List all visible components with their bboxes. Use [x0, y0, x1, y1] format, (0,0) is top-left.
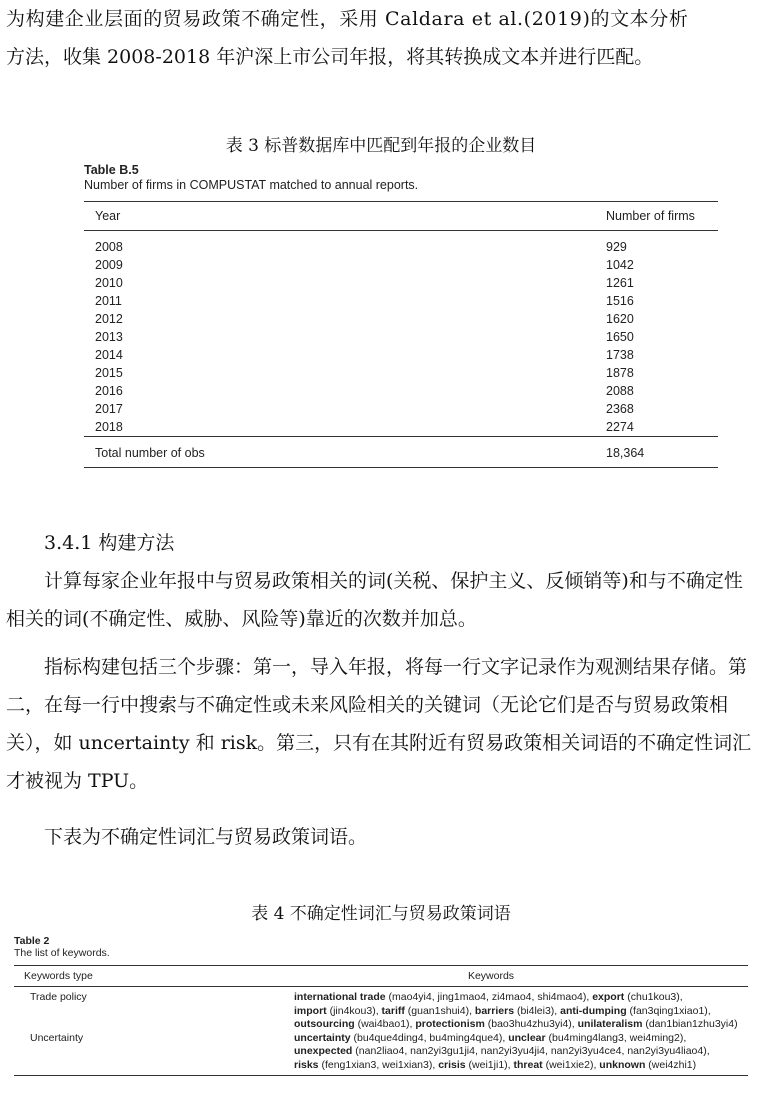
keyword-pinyin: (fan3qing1xiao1), — [626, 1004, 711, 1017]
year-cell: 2009 — [95, 258, 123, 272]
section-paragraph-3: 下表为不确定性词汇与贸易政策词语。 — [44, 826, 368, 848]
firms-cell: 2368 — [606, 402, 634, 416]
table3-caption: 表 3 标普数据库中匹配到年报的企业数目 — [225, 136, 537, 156]
intro-line-2: 方法，收集 2008-2018 年沪深上市公司年报，将其转换成文本并进行匹配。 — [6, 46, 654, 68]
keyword-pinyin: (bi4lei3), — [514, 1004, 561, 1017]
keyword-pinyin: (wei1ji1), — [465, 1058, 514, 1071]
keyword-pinyin: (chu1kou3), — [624, 991, 683, 1003]
table-row-trade-policy — [14, 987, 748, 1032]
keyword-term: threat — [513, 1058, 543, 1071]
keyword-term: export — [592, 991, 625, 1003]
keyword-type-trade-policy: Trade policy — [30, 991, 87, 1003]
keyword-pinyin: (feng1xian3, wei1xian3), — [318, 1058, 439, 1071]
firms-cell: 1042 — [606, 258, 634, 272]
keyword-line — [294, 1059, 748, 1073]
table-header-row — [14, 966, 748, 987]
col-header-type: Keywords type — [24, 970, 93, 982]
section-paragraph-2: 指标构建包括三个步骤：第一，导入年报，将每一行文字记录作为观测结果存储。第二，在每一行中搜索与不确定性或未来风险相关的关键词（无论它们是否与贸易政策相关），如 uncertainty 和 risk。第三，只有在其附近有贸易政策相关词语的不确定性词汇才被视为 TPU。 — [6, 656, 752, 792]
keyword-line — [294, 1018, 748, 1032]
firms-cell: 1738 — [606, 348, 634, 362]
keyword-term: unilateralism — [577, 1018, 643, 1030]
firms-cell: 1620 — [606, 312, 634, 326]
keyword-term: anti-dumping — [560, 1004, 627, 1017]
keyword-term: barriers — [474, 1004, 515, 1017]
keyword-line — [294, 1032, 748, 1046]
keyword-pinyin: (jin4kou3), — [326, 1004, 382, 1017]
keyword-term: international trade — [294, 991, 386, 1003]
year-cell: 2015 — [95, 366, 123, 380]
keywords-uncertainty — [224, 1032, 748, 1076]
keyword-term: unknown — [599, 1058, 646, 1071]
table-row — [84, 256, 718, 274]
year-cell: 2018 — [95, 420, 123, 434]
firms-cell: 929 — [606, 240, 627, 254]
table-row — [84, 382, 718, 400]
year-cell: 2017 — [95, 402, 123, 416]
table4-caption: 表 4 不确定性词汇与贸易政策词语 — [251, 904, 511, 924]
keyword-line — [294, 1045, 748, 1059]
keyword-pinyin: (guan1shui4), — [404, 1004, 475, 1017]
keyword-term: tariff — [381, 1004, 405, 1017]
section-paragraph-1: 计算每家企业年报中与贸易政策相关的词(关税、保护主义、反倾销等)和与不确定性相关的词(不确定性、威胁、风险等)靠近的次数并加总。 — [6, 570, 743, 630]
year-cell: 2016 — [95, 384, 123, 398]
keyword-line — [294, 1005, 748, 1019]
total-label: Total number of obs — [95, 446, 205, 460]
section-heading: 3.4.1 构建方法 — [44, 532, 175, 554]
table-row — [84, 292, 718, 310]
table-row — [84, 328, 718, 346]
table-row — [84, 346, 718, 364]
table-row — [84, 231, 718, 257]
firms-cell: 1516 — [606, 294, 634, 308]
table-b5-grid — [84, 201, 718, 468]
year-cell: 2014 — [95, 348, 123, 362]
table-b5-body — [84, 231, 718, 437]
table-2-label: Table 2 — [14, 935, 50, 947]
firms-cell: 1650 — [606, 330, 634, 344]
table-b5-subtitle: Number of firms in COMPUSTAT matched to annual reports. — [84, 178, 419, 192]
firms-cell: 2088 — [606, 384, 634, 398]
keyword-term: uncertainty — [294, 1031, 351, 1044]
table-header-row — [84, 202, 718, 231]
firms-cell: 1878 — [606, 366, 634, 380]
table-b5-label: Table B.5 — [84, 163, 139, 177]
table-b5 — [84, 163, 718, 468]
year-cell: 2012 — [95, 312, 123, 326]
table-2 — [14, 935, 748, 1076]
col-header-keywords: Keywords — [467, 970, 515, 982]
firms-cell: 2274 — [606, 420, 634, 434]
keyword-pinyin: (nan2liao4, nan2yi3gu1ji4, nan2yi3yu4ji4, nan2yi3yu4ce4, nan2yi3yu4liao4), — [352, 1045, 710, 1057]
table-row — [84, 418, 718, 437]
keyword-term: outsourcing — [294, 1018, 355, 1030]
total-value: 18,364 — [606, 446, 645, 460]
table-row-uncertainty — [14, 1032, 748, 1076]
keyword-type-uncertainty: Uncertainty — [30, 1031, 84, 1044]
keyword-pinyin: (wai4bao1), — [354, 1018, 416, 1030]
keyword-term: unclear — [508, 1031, 546, 1044]
keywords-trade-policy — [224, 987, 748, 1032]
table-2-subtitle: The list of keywords. — [14, 947, 110, 959]
keyword-pinyin: (bu4que4ding4, bu4ming4que4), — [350, 1031, 509, 1044]
keyword-term: crisis — [438, 1058, 466, 1071]
intro-line-1: 为构建企业层面的贸易政策不确定性，采用 Caldara et al.(2019)的文本分析 — [6, 8, 689, 30]
table-total-row — [84, 437, 718, 468]
keyword-term: unexpected — [294, 1045, 353, 1057]
year-cell: 2013 — [95, 330, 123, 344]
keyword-pinyin: (dan1bian1zhu3yi4) — [642, 1018, 738, 1030]
col-header-firms: Number of firms — [606, 209, 695, 223]
keyword-pinyin: (bu4ming4lang3, wei4ming2), — [545, 1031, 687, 1044]
keyword-pinyin: (wei4zhi1) — [645, 1058, 697, 1071]
firms-cell: 1261 — [606, 276, 634, 290]
intro-paragraph — [6, 0, 756, 76]
table-row — [84, 310, 718, 328]
table-row — [84, 274, 718, 292]
keyword-pinyin: (bao3hu4zhu3yi4), — [484, 1018, 578, 1030]
year-cell: 2011 — [95, 294, 122, 308]
keyword-pinyin: (mao4yi4, jing1mao4, zi4mao4, shi4mao4), — [385, 991, 593, 1003]
year-cell: 2008 — [95, 240, 123, 254]
keyword-pinyin: (wei1xie2), — [542, 1058, 600, 1071]
year-cell: 2010 — [95, 276, 123, 290]
keyword-term: import — [294, 1004, 327, 1017]
table-2-grid — [14, 965, 748, 1076]
keyword-line — [294, 991, 748, 1005]
col-header-year: Year — [95, 209, 121, 223]
keyword-term: protectionism — [415, 1018, 485, 1030]
table-row — [84, 400, 718, 418]
table-row — [84, 364, 718, 382]
keyword-term: risks — [294, 1058, 319, 1071]
